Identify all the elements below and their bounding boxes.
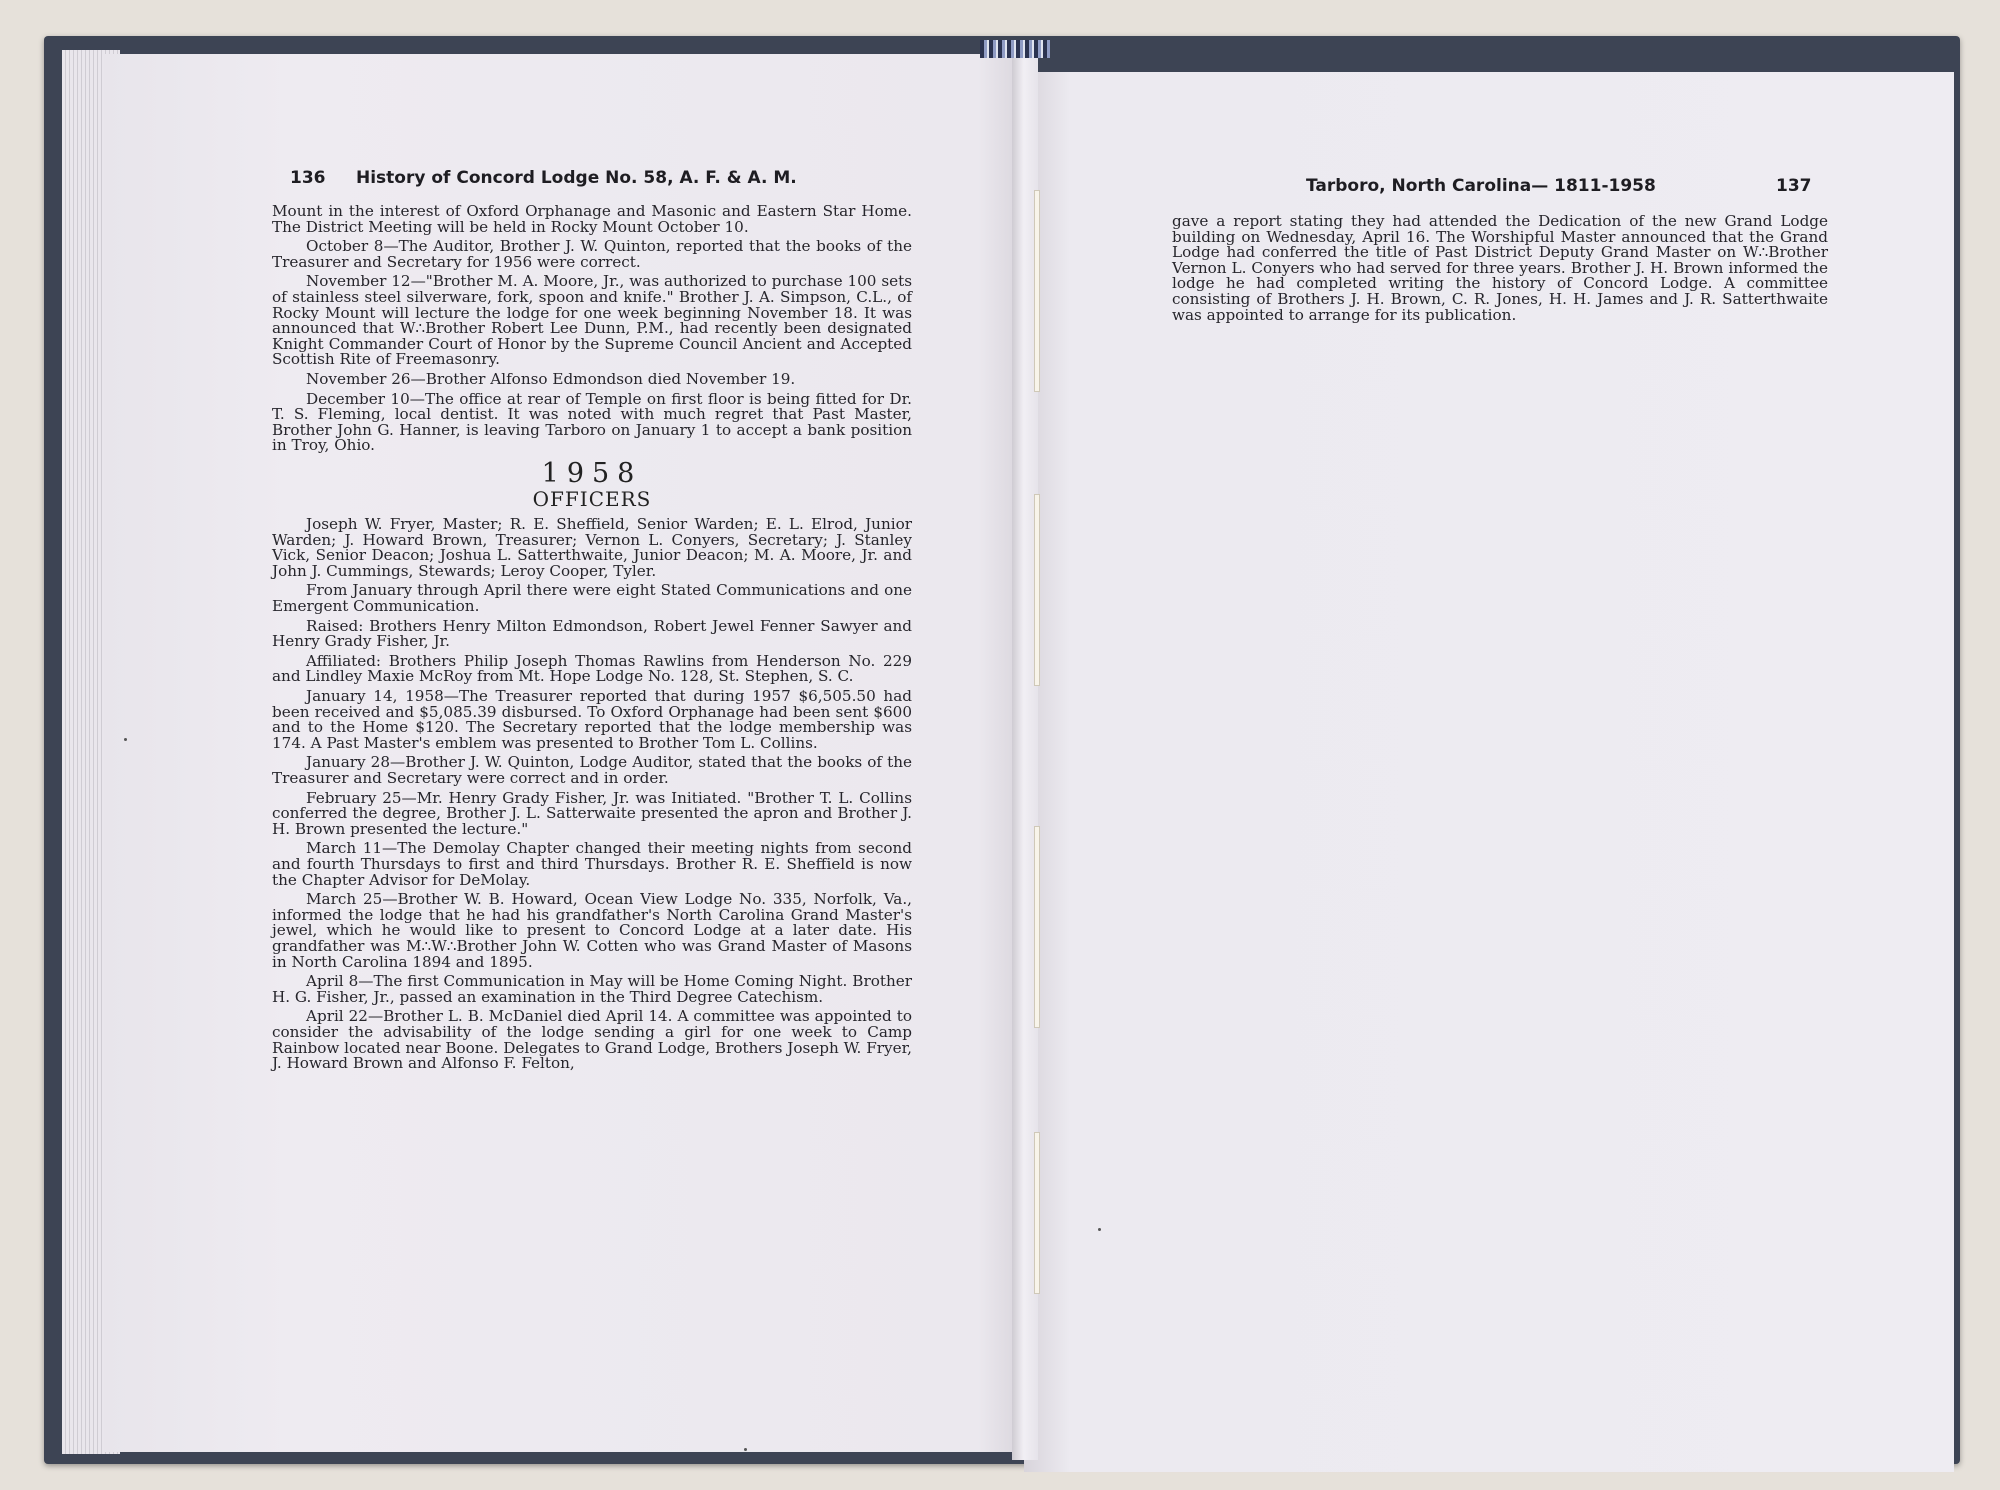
binding-stitch xyxy=(1034,1132,1040,1294)
binding-stitch xyxy=(1034,826,1040,1028)
paragraph: November 12—"Brother M. A. Moore, Jr., was authorized to purchase 100 sets of stainless steel silverware, fork, spoon and knife." Brother J. A. Simpson, C.L., of Rocky Mount will lecture the lodge for one week beginning November 18. It was announced that W∴Brother Robert Lee Dunn, P.M., had recently been designated Knight Commander Court of Honor by the Supreme Council Ancient and Accepted Scottish Rite of Freemasonry. xyxy=(272,272,912,369)
right-page-number: 137 xyxy=(1776,176,1812,196)
right-page-body xyxy=(1172,214,1828,327)
paragraph: October 8—The Auditor, Brother J. W. Quinton, reported that the books of the Treasurer and Secretary for 1956 were correct. xyxy=(272,237,912,271)
left-page xyxy=(104,54,1024,1452)
paragraph: March 25—Brother W. B. Howard, Ocean View Lodge No. 335, Norfolk, Va., informed the lodge that he had his grandfather's North Carolina Grand Master's jewel, which he would like to present to Concord Lodge at a later date. His grandfather was M∴W∴Brother John W. Cotten who was Grand Master of Masons in North Carolina 1894 and 1895. xyxy=(272,890,912,971)
year-heading: 1958 xyxy=(541,457,643,489)
paragraph: Joseph W. Fryer, Master; R. E. Sheffield, Senior Warden; E. L. Elrod, Junior Warden; J. Howard Brown, Treasurer; Vernon L. Conyers, Secretary; J. Stanley Vick, Senior Deacon; Joshua L. Satterthwaite, Junior Deacon; M. A. Moore, Jr. and John J. Cummings, Stewards; Leroy Cooper, Tyler. xyxy=(272,515,912,580)
paragraph: February 25—Mr. Henry Grady Fisher, Jr. was Initiated. "Brother T. L. Collins conferred the degree, Brother J. L. Satterwaite presented the apron and Brother J. H. Brown presented the lecture." xyxy=(272,788,912,838)
left-page-body xyxy=(272,204,912,1076)
paragraph: January 28—Brother J. W. Quinton, Lodge Auditor, stated that the books of the Treasurer and Secretary were correct and in order. xyxy=(272,753,912,787)
right-page xyxy=(1024,72,1954,1472)
paragraph: January 14, 1958—The Treasurer reported that during 1957 $6,505.50 had been received and $5,085.39 disbursed. To Oxford Orphanage had been sent $600 and to the Home $120. The Secretary reported that the lodge membership was 174. A Past Master's emblem was presented to Brother Tom L. Collins. xyxy=(272,687,912,752)
binding-stitch xyxy=(1034,190,1040,392)
binding-stitch xyxy=(1034,494,1040,686)
paragraph: Raised: Brothers Henry Milton Edmondson, Robert Jewel Fenner Sawyer and Henry Grady Fisher, Jr. xyxy=(272,616,912,651)
paragraph: March 11—The Demolay Chapter changed their meeting nights from second and fourth Thursdays to first and third Thursdays. Brother R. E. Sheffield is now the Chapter Advisor for DeMolay. xyxy=(272,839,912,889)
paper-speck xyxy=(744,1448,747,1451)
paragraph: Affiliated: Brothers Philip Joseph Thomas Rawlins from Henderson No. 229 and Lindley Maxie McRoy from Mt. Hope Lodge No. 128, St. Stephen, S. C. xyxy=(272,651,912,686)
paragraph: April 8—The first Communication in May will be Home Coming Night. Brother H. G. Fisher, Jr., passed an examination in the Third Degree Catechism. xyxy=(272,972,912,1006)
paper-speck xyxy=(1098,1228,1101,1231)
paragraph: April 22—Brother L. B. McDaniel died April 14. A committee was appointed to consider the advisability of the lodge sending a girl for one week to Camp Rainbow located near Boone. Delegates to Grand Lodge, Brothers Joseph W. Fryer, J. Howard Brown and Alfonso F. Felton, xyxy=(272,1007,912,1073)
left-page-number: 136 xyxy=(290,168,326,188)
left-running-title: History of Concord Lodge No. 58, A. F. & A. M. xyxy=(356,168,797,188)
section-heading: OFFICERS xyxy=(532,486,652,511)
paragraph: December 10—The office at rear of Temple on first floor is being fitted for Dr. T. S. Fleming, local dentist. It was noted with much regret that Past Master, Brother John G. Hanner, is leaving Tarboro on January 1 to accept a bank position in Troy, Ohio. xyxy=(272,389,912,455)
paragraph: Mount in the interest of Oxford Orphanage and Masonic and Eastern Star Home. The District Meeting will be held in Rocky Mount October 10. xyxy=(272,202,912,236)
paper-speck xyxy=(124,738,127,741)
spine-headband xyxy=(980,40,1050,58)
paragraph: November 26—Brother Alfonso Edmondson died November 19. xyxy=(306,369,796,388)
right-running-title: Tarboro, North Carolina— 1811-1958 xyxy=(1306,176,1656,196)
paragraph: From January through April there were eight Stated Communications and one Emergent Communication. xyxy=(272,581,912,616)
paragraph: gave a report stating they had attended the Dedication of the new Grand Lodge building on Wednesday, April 16. The Worshipful Master announced that the Grand Lodge had conferred the title of Past District Deputy Grand Master on W∴Brother Vernon L. Conyers who had served for three years. Brother J. H. Brown informed the lodge he had completed writing the history of Concord Lodge. A committee consisting of Brothers J. H. Brown, C. R. Jones, H. H. James and J. R. Satterthwaite was appointed to arrange for its publication. xyxy=(1172,212,1828,324)
